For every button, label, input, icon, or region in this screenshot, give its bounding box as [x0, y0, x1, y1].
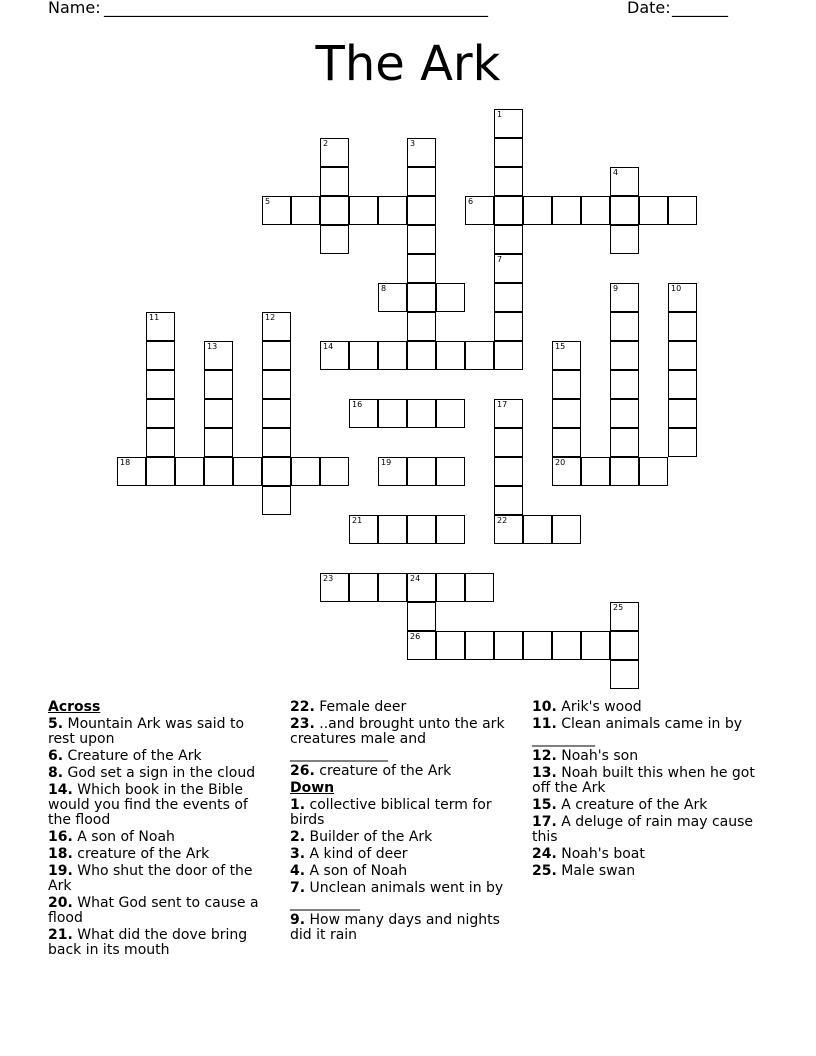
- clues-column-3: [532, 700, 757, 881]
- grid-cell[interactable]: [349, 196, 378, 225]
- clue-item-number: 6.: [48, 748, 64, 764]
- name-label: Name:: [48, 0, 101, 17]
- name-line[interactable]: ________________________________________________: [104, 0, 488, 17]
- grid-cell[interactable]: [407, 283, 436, 312]
- grid-cell[interactable]: [610, 341, 639, 370]
- grid-cell[interactable]: [436, 399, 465, 428]
- clue-number: 3: [410, 139, 416, 148]
- clue-item-number: 10.: [532, 699, 557, 715]
- clue-item: [290, 830, 515, 845]
- grid-cell[interactable]: [407, 312, 436, 341]
- clue-item-number: 13.: [532, 765, 557, 781]
- grid-cell[interactable]: [494, 515, 523, 544]
- grid-cell[interactable]: [610, 602, 639, 631]
- clue-item: [48, 830, 273, 845]
- clue-item-text: What God sent to cause a flood: [48, 895, 259, 926]
- grid-cell[interactable]: [407, 602, 436, 631]
- clue-number: 4: [613, 168, 619, 177]
- clue-number: 8: [381, 284, 387, 293]
- clue-number: 17: [497, 400, 508, 409]
- grid-cell[interactable]: [523, 196, 552, 225]
- clue-item-text: creature of the Ark: [77, 846, 210, 862]
- clue-item-number: 9.: [290, 912, 306, 928]
- clue-number: 11: [149, 313, 160, 322]
- grid-cell[interactable]: [668, 428, 697, 457]
- grid-cell[interactable]: [552, 428, 581, 457]
- grid-cell[interactable]: [407, 573, 436, 602]
- grid-cell[interactable]: [465, 631, 494, 660]
- grid-cell[interactable]: [668, 196, 697, 225]
- grid-cell[interactable]: [494, 254, 523, 283]
- clue-number: 21: [352, 516, 363, 525]
- clue-number: 14: [323, 342, 334, 351]
- clue-number: 15: [555, 342, 566, 351]
- grid-cell[interactable]: [552, 399, 581, 428]
- clue-item-number: 4.: [290, 863, 306, 879]
- grid-cell[interactable]: [204, 457, 233, 486]
- clue-item-number: 18.: [48, 846, 73, 862]
- grid-cell[interactable]: [407, 225, 436, 254]
- clue-item: [48, 847, 273, 862]
- clue-item: [48, 717, 273, 747]
- grid-cell[interactable]: [610, 312, 639, 341]
- clue-item: [48, 928, 273, 958]
- clue-item-number: 23.: [290, 716, 315, 732]
- clue-item: [532, 864, 757, 879]
- clue-item-text: creature of the Ark: [319, 763, 452, 779]
- clue-item: [532, 766, 757, 796]
- grid-cell[interactable]: [407, 196, 436, 225]
- clue-item-number: 14.: [48, 782, 73, 798]
- clue-item: [532, 815, 757, 845]
- clue-item-text: Male swan: [561, 863, 636, 879]
- grid-cell[interactable]: [668, 283, 697, 312]
- clue-number: 5: [265, 197, 271, 206]
- grid-cell[interactable]: [146, 428, 175, 457]
- clue-item-text: Female deer: [319, 699, 407, 715]
- date-label: Date:: [627, 0, 671, 17]
- clue-number: 26: [410, 632, 421, 641]
- grid-cell[interactable]: [117, 457, 146, 486]
- clue-item: [48, 749, 273, 764]
- grid-cell[interactable]: [146, 312, 175, 341]
- clue-item-text: Builder of the Ark: [309, 829, 433, 845]
- clue-item-text: Noah built this when he got off the Ark: [532, 765, 755, 796]
- grid-cell[interactable]: [581, 196, 610, 225]
- grid-cell[interactable]: [378, 515, 407, 544]
- clue-number: 25: [613, 603, 624, 612]
- clue-number: 6: [468, 197, 474, 206]
- clue-number: 13: [207, 342, 218, 351]
- clue-item-text: Creature of the Ark: [67, 748, 202, 764]
- clue-item-text: A son of Noah: [77, 829, 175, 845]
- clue-item: [290, 847, 515, 862]
- grid-cell[interactable]: [552, 457, 581, 486]
- grid-cell[interactable]: [494, 312, 523, 341]
- grid-cell[interactable]: [349, 573, 378, 602]
- grid-cell[interactable]: [146, 370, 175, 399]
- clue-item-number: 21.: [48, 927, 73, 943]
- grid-cell[interactable]: [407, 457, 436, 486]
- grid-cell[interactable]: [291, 196, 320, 225]
- clue-item: [290, 864, 515, 879]
- grid-cell[interactable]: [668, 370, 697, 399]
- clue-item-text: What did the dove bring back in its mouth: [48, 927, 248, 958]
- clue-number: 24: [410, 574, 421, 583]
- grid-cell[interactable]: [262, 486, 291, 515]
- grid-cell[interactable]: [494, 283, 523, 312]
- grid-cell[interactable]: [320, 196, 349, 225]
- clue-item-text: A creature of the Ark: [561, 797, 708, 813]
- clue-item-text: How many days and nights did it rain: [290, 912, 500, 943]
- grid-cell[interactable]: [262, 457, 291, 486]
- grid-cell[interactable]: [494, 167, 523, 196]
- grid-cell[interactable]: [146, 399, 175, 428]
- clue-item-text: A deluge of rain may cause this: [532, 814, 754, 845]
- clue-item-number: 25.: [532, 863, 557, 879]
- grid-cell[interactable]: [610, 399, 639, 428]
- grid-cell[interactable]: [523, 515, 552, 544]
- grid-cell[interactable]: [349, 515, 378, 544]
- grid-cell[interactable]: [436, 515, 465, 544]
- clue-item-number: 1.: [290, 797, 306, 813]
- clue-number: 19: [381, 458, 392, 467]
- grid-cell[interactable]: [378, 399, 407, 428]
- clue-item: [290, 881, 515, 911]
- grid-cell[interactable]: [581, 631, 610, 660]
- clue-item-text: Which book in the Bible would you find the events of the flood: [48, 782, 248, 828]
- grid-cell[interactable]: [436, 631, 465, 660]
- clue-item: [532, 717, 757, 747]
- grid-cell[interactable]: [494, 399, 523, 428]
- clue-item-text: Clean animals came in by _________: [532, 716, 743, 747]
- grid-cell[interactable]: [204, 370, 233, 399]
- grid-cell[interactable]: [407, 399, 436, 428]
- clue-item-number: 8.: [48, 765, 64, 781]
- grid-cell[interactable]: [291, 457, 320, 486]
- clue-item-text: God set a sign in the cloud: [67, 765, 256, 781]
- clue-item-text: Who shut the door of the Ark: [48, 863, 253, 894]
- grid-cell[interactable]: [146, 457, 175, 486]
- grid-cell[interactable]: [668, 341, 697, 370]
- grid-cell[interactable]: [494, 457, 523, 486]
- clue-item-number: 7.: [290, 880, 306, 896]
- grid-cell[interactable]: [639, 196, 668, 225]
- grid-cell[interactable]: [320, 341, 349, 370]
- clue-item: [532, 749, 757, 764]
- grid-cell[interactable]: [378, 573, 407, 602]
- grid-cell[interactable]: [407, 138, 436, 167]
- clue-number: 18: [120, 458, 131, 467]
- grid-cell[interactable]: [639, 457, 668, 486]
- grid-cell[interactable]: [494, 138, 523, 167]
- clue-item-text: Unclean animals went in by __________: [290, 880, 504, 911]
- grid-cell[interactable]: [175, 457, 204, 486]
- grid-cell[interactable]: [349, 341, 378, 370]
- grid-cell[interactable]: [407, 167, 436, 196]
- grid-cell[interactable]: [320, 573, 349, 602]
- clue-item: [532, 847, 757, 862]
- grid-cell[interactable]: [494, 486, 523, 515]
- grid-cell[interactable]: [436, 341, 465, 370]
- clue-item: [290, 798, 515, 828]
- grid-cell[interactable]: [610, 660, 639, 689]
- clue-item-number: 20.: [48, 895, 73, 911]
- grid-cell[interactable]: [465, 196, 494, 225]
- clue-item-number: 26.: [290, 763, 315, 779]
- clue-number: 23: [323, 574, 334, 583]
- grid-cell[interactable]: [465, 341, 494, 370]
- clue-item: [532, 798, 757, 813]
- clue-item: [48, 783, 273, 828]
- clue-number: 20: [555, 458, 566, 467]
- clue-number: 7: [497, 255, 503, 264]
- clue-item: [48, 766, 273, 781]
- grid-cell[interactable]: [407, 631, 436, 660]
- clue-item-number: 19.: [48, 863, 73, 879]
- clue-item-text: A son of Noah: [309, 863, 408, 879]
- clue-item: [532, 700, 757, 715]
- clue-item-number: 12.: [532, 748, 557, 764]
- grid-cell[interactable]: [610, 283, 639, 312]
- clue-number: 12: [265, 313, 276, 322]
- clue-item-text: Noah's son: [561, 748, 639, 764]
- grid-cell[interactable]: [552, 196, 581, 225]
- clue-section-heading: Across: [48, 699, 101, 715]
- grid-cell[interactable]: [320, 225, 349, 254]
- grid-cell[interactable]: [552, 370, 581, 399]
- clue-item-number: 11.: [532, 716, 557, 732]
- clue-item: [290, 700, 515, 715]
- grid-cell[interactable]: [523, 631, 552, 660]
- clue-item-text: Mountain Ark was said to rest upon: [48, 716, 245, 747]
- grid-cell[interactable]: [436, 573, 465, 602]
- clue-item: [290, 717, 515, 762]
- clue-number: 10: [671, 284, 682, 293]
- grid-cell[interactable]: [552, 631, 581, 660]
- grid-cell[interactable]: [378, 283, 407, 312]
- clues-column-1: [48, 700, 273, 960]
- grid-cell[interactable]: [494, 109, 523, 138]
- clue-item-number: 17.: [532, 814, 557, 830]
- clue-item-number: 5.: [48, 716, 64, 732]
- grid-cell[interactable]: [320, 167, 349, 196]
- grid-cell[interactable]: [262, 399, 291, 428]
- grid-cell[interactable]: [204, 399, 233, 428]
- grid-cell[interactable]: [262, 312, 291, 341]
- clue-number: 16: [352, 400, 363, 409]
- clue-item-text: ..and brought unto the ark creatures male and ______________: [290, 716, 505, 762]
- clue-item-number: 16.: [48, 829, 73, 845]
- grid-cell[interactable]: [233, 457, 262, 486]
- grid-cell[interactable]: [320, 138, 349, 167]
- grid-cell[interactable]: [262, 370, 291, 399]
- clue-number: 2: [323, 139, 329, 148]
- grid-cell[interactable]: [262, 196, 291, 225]
- clue-number: 1: [497, 110, 503, 119]
- clue-item-number: 3.: [290, 846, 306, 862]
- grid-cell[interactable]: [204, 428, 233, 457]
- grid-cell[interactable]: [610, 457, 639, 486]
- clue-item-text: Noah's boat: [561, 846, 645, 862]
- grid-cell[interactable]: [668, 399, 697, 428]
- grid-cell[interactable]: [320, 457, 349, 486]
- grid-cell[interactable]: [552, 341, 581, 370]
- clue-number: 22: [497, 516, 508, 525]
- clue-item-text: A kind of deer: [309, 846, 408, 862]
- grid-cell[interactable]: [146, 341, 175, 370]
- grid-cell[interactable]: [494, 341, 523, 370]
- grid-cell[interactable]: [407, 254, 436, 283]
- clue-item-number: 2.: [290, 829, 306, 845]
- page-title: The Ark: [315, 36, 501, 92]
- grid-cell[interactable]: [378, 196, 407, 225]
- clue-item: [48, 864, 273, 894]
- grid-cell[interactable]: [581, 457, 610, 486]
- grid-cell[interactable]: [610, 167, 639, 196]
- clue-item-number: 15.: [532, 797, 557, 813]
- grid-cell[interactable]: [349, 399, 378, 428]
- grid-cell[interactable]: [552, 515, 581, 544]
- grid-cell[interactable]: [378, 341, 407, 370]
- clue-item-text: collective biblical term for birds: [290, 797, 492, 828]
- grid-cell[interactable]: [494, 428, 523, 457]
- grid-cell[interactable]: [610, 225, 639, 254]
- grid-cell[interactable]: [436, 283, 465, 312]
- grid-cell[interactable]: [610, 428, 639, 457]
- grid-cell[interactable]: [378, 457, 407, 486]
- grid-cell[interactable]: [204, 341, 233, 370]
- clue-item: [48, 896, 273, 926]
- clue-section-heading: Down: [290, 780, 335, 796]
- grid-cell[interactable]: [407, 341, 436, 370]
- grid-cell[interactable]: [610, 370, 639, 399]
- clue-item-number: 22.: [290, 699, 315, 715]
- grid-cell[interactable]: [668, 312, 697, 341]
- clue-item-text: Arik's wood: [561, 699, 642, 715]
- clues-column-2: [290, 700, 515, 945]
- grid-cell[interactable]: [494, 631, 523, 660]
- grid-cell[interactable]: [494, 225, 523, 254]
- grid-cell[interactable]: [436, 457, 465, 486]
- grid-cell[interactable]: [262, 341, 291, 370]
- clue-item: [290, 913, 515, 943]
- grid-cell[interactable]: [465, 573, 494, 602]
- grid-cell[interactable]: [610, 631, 639, 660]
- grid-cell[interactable]: [610, 196, 639, 225]
- date-line[interactable]: _______: [672, 0, 728, 17]
- grid-cell[interactable]: [262, 428, 291, 457]
- grid-cell[interactable]: [407, 515, 436, 544]
- clue-number: 9: [613, 284, 619, 293]
- grid-cell[interactable]: [494, 196, 523, 225]
- clue-item-number: 24.: [532, 846, 557, 862]
- clue-item: [290, 764, 515, 779]
